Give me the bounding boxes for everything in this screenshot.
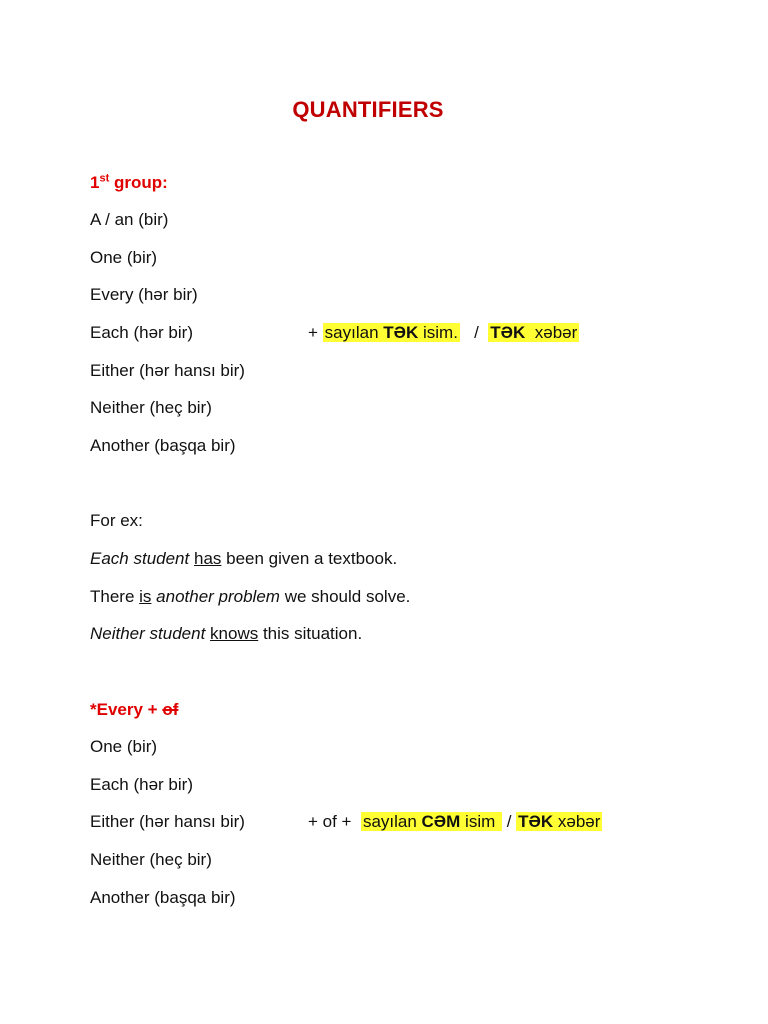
group2-heading-struck: of (162, 700, 179, 719)
group1-item: Either (hər hansı bir) (90, 361, 245, 380)
example-rest: this situation. (258, 624, 363, 643)
example-subject: another problem (156, 587, 280, 606)
example-rest: been given a textbook. (221, 549, 398, 568)
example-sentence (90, 548, 397, 570)
rule-keyword: CƏM (421, 812, 461, 831)
rule-keyword: TƏK (490, 323, 526, 342)
examples-label: For ex: (90, 511, 143, 530)
example-subject: Each student (90, 549, 190, 568)
group2-heading (90, 699, 178, 721)
rule-text: xəbər (525, 323, 578, 342)
group2-rule-plus: + of + (308, 812, 361, 831)
group1-item: Another (başqa bir) (90, 436, 236, 455)
example-verb: is (139, 587, 152, 606)
rule-text: sayılan (324, 323, 384, 342)
group2-item: Each (hər bir) (90, 775, 193, 794)
example-rest: we should solve. (279, 587, 411, 606)
rule-keyword: TƏK (518, 812, 554, 831)
group1-item: A / an (bir) (90, 210, 169, 229)
example-sentence (90, 623, 362, 645)
example-subject: Neither student (90, 624, 206, 643)
group2-heading-label: *Every + (90, 700, 163, 719)
rule-text: isim. (418, 323, 458, 342)
group2-rule-separator: / (501, 812, 517, 831)
group1-rule (308, 322, 579, 344)
group1-rule-separator: / (459, 323, 489, 342)
group1-heading (90, 172, 168, 194)
group2-item: One (bir) (90, 737, 158, 756)
group1-item: Every (hər bir) (90, 285, 198, 304)
group1-heading-number: 1 (90, 173, 100, 192)
example-verb: knows (210, 624, 259, 643)
group1-heading-label: group: (109, 173, 168, 192)
example-verb: has (193, 549, 222, 568)
group1-rule-plus: + (308, 323, 323, 342)
rule-text: xəbər (553, 812, 601, 831)
group2-item: Another (başqa bir) (90, 888, 236, 907)
example-lead: There (90, 587, 140, 606)
rule-text: isim (460, 812, 500, 831)
group1-heading-suffix: st (99, 172, 110, 185)
group2-item: Neither (heç bir) (90, 850, 212, 869)
group2-rule-highlight-verb (516, 812, 602, 831)
group2-rule-highlight-noun (361, 812, 502, 831)
page-title: QUANTIFIERS (292, 97, 444, 122)
rule-keyword: TƏK (383, 323, 419, 342)
example-sentence (90, 586, 410, 608)
group1-item: Each (hər bir) (90, 323, 193, 342)
rule-text: sayılan (362, 812, 422, 831)
group1-item: One (bir) (90, 248, 158, 267)
group1-rule-highlight-noun (323, 323, 460, 342)
group1-item: Neither (heç bir) (90, 398, 212, 417)
group1-rule-highlight-verb (488, 323, 579, 342)
group2-item: Either (hər hansı bir) (90, 812, 245, 831)
group2-rule (308, 811, 602, 833)
